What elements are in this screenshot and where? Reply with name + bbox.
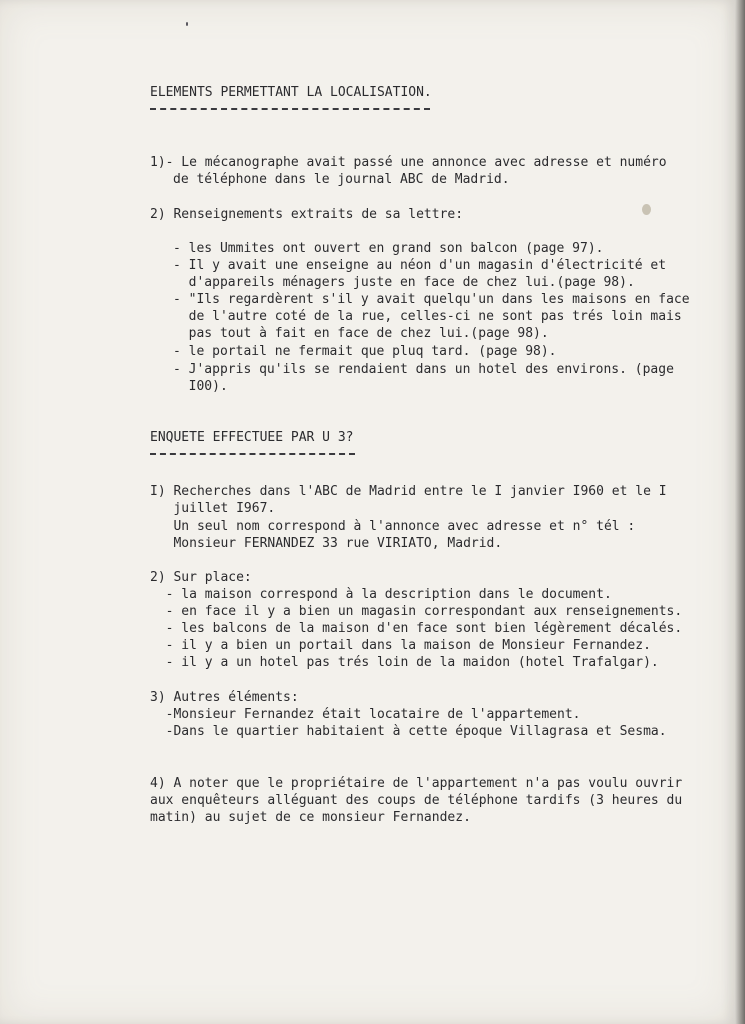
s2-item-4-line-3: matin) au sujet de ce monsieur Fernandez. (150, 810, 471, 825)
s2-item-2-title: 2) Sur place: (150, 570, 252, 585)
s2-item-1-line-4: Monsieur FERNANDEZ 33 rue VIRIATO, Madrid. (150, 536, 503, 551)
item-1-line-2: de téléphone dans le journal ABC de Madrid. (173, 172, 510, 187)
s2-item-2-bullet-4: - il y a bien un portail dans la maison de Monsieur Fernandez. (150, 638, 651, 653)
s2-item-1-line-3: Un seul nom correspond à l'annonce avec adresse et n° tél : (150, 519, 636, 534)
section-2-heading: ENQUETE EFFECTUEE PAR U 3? (150, 430, 354, 445)
item-2-bullet-5: de l'autre coté de la rue, celles-ci ne sont pas trés loin mais (173, 309, 682, 324)
s2-item-2-bullet-5: - il y a un hotel pas trés loin de la maidon (hotel Trafalgar). (150, 655, 659, 670)
item-2-bullet-3: d'appareils ménagers juste en face de chez lui.(page 98). (173, 275, 635, 290)
item-2-bullet-7: - le portail ne fermait que pluq tard. (page 98). (173, 344, 557, 359)
s2-item-3-line-2: -Dans le quartier habitaient à cette époque Villagrasa et Sesma. (150, 724, 667, 739)
s2-item-2-bullet-1: - la maison correspond à la description dans le document. (150, 587, 612, 602)
item-2-title: 2) Renseignements extraits de sa lettre: (150, 207, 464, 222)
s2-item-4-line-2: aux enquêteurs alléguant des coups de téléphone tardifs (3 heures du (150, 793, 683, 808)
section-1-heading: ELEMENTS PERMETTANT LA LOCALISATION. (150, 85, 432, 100)
s2-item-2-bullet-2: - en face il y a bien un magasin correspondant aux renseignements. (150, 604, 683, 619)
s2-item-1-line-2: juillet I967. (150, 501, 276, 516)
paper-speck (186, 22, 188, 26)
item-2-bullet-8: - J'appris qu'ils se rendaient dans un hotel des environs. (page (173, 362, 674, 377)
item-2-bullet-1: - les Ummites ont ouvert en grand son balcon (page 97). (173, 241, 604, 256)
section-1-underline (150, 108, 430, 110)
item-2-bullet-4: - "Ils regardèrent s'il y avait quelqu'un dans les maisons en face (173, 292, 690, 307)
page-edge-shadow (735, 0, 745, 1024)
s2-item-3-title: 3) Autres éléments: (150, 690, 299, 705)
s2-item-3-line-1: -Monsieur Fernandez était locataire de l'appartement. (150, 707, 581, 722)
item-1-line-1: 1)- Le mécanographe avait passé une annonce avec adresse et numéro (150, 155, 667, 170)
section-2-underline (150, 453, 355, 455)
item-2-bullet-9: I00). (173, 379, 228, 394)
paper-speck (642, 204, 651, 215)
item-2-bullet-2: - Il y avait une enseigne au néon d'un magasin d'électricité et (173, 258, 667, 273)
item-2-bullet-6: pas tout à fait en face de chez lui.(page 98). (173, 326, 549, 341)
s2-item-1-line-1: I) Recherches dans l'ABC de Madrid entre le I janvier I960 et le I (150, 484, 667, 499)
s2-item-2-bullet-3: - les balcons de la maison d'en face sont bien légèrement décalés. (150, 621, 683, 636)
s2-item-4-line-1: 4) A noter que le propriétaire de l'appartement n'a pas voulu ouvrir (150, 776, 683, 791)
